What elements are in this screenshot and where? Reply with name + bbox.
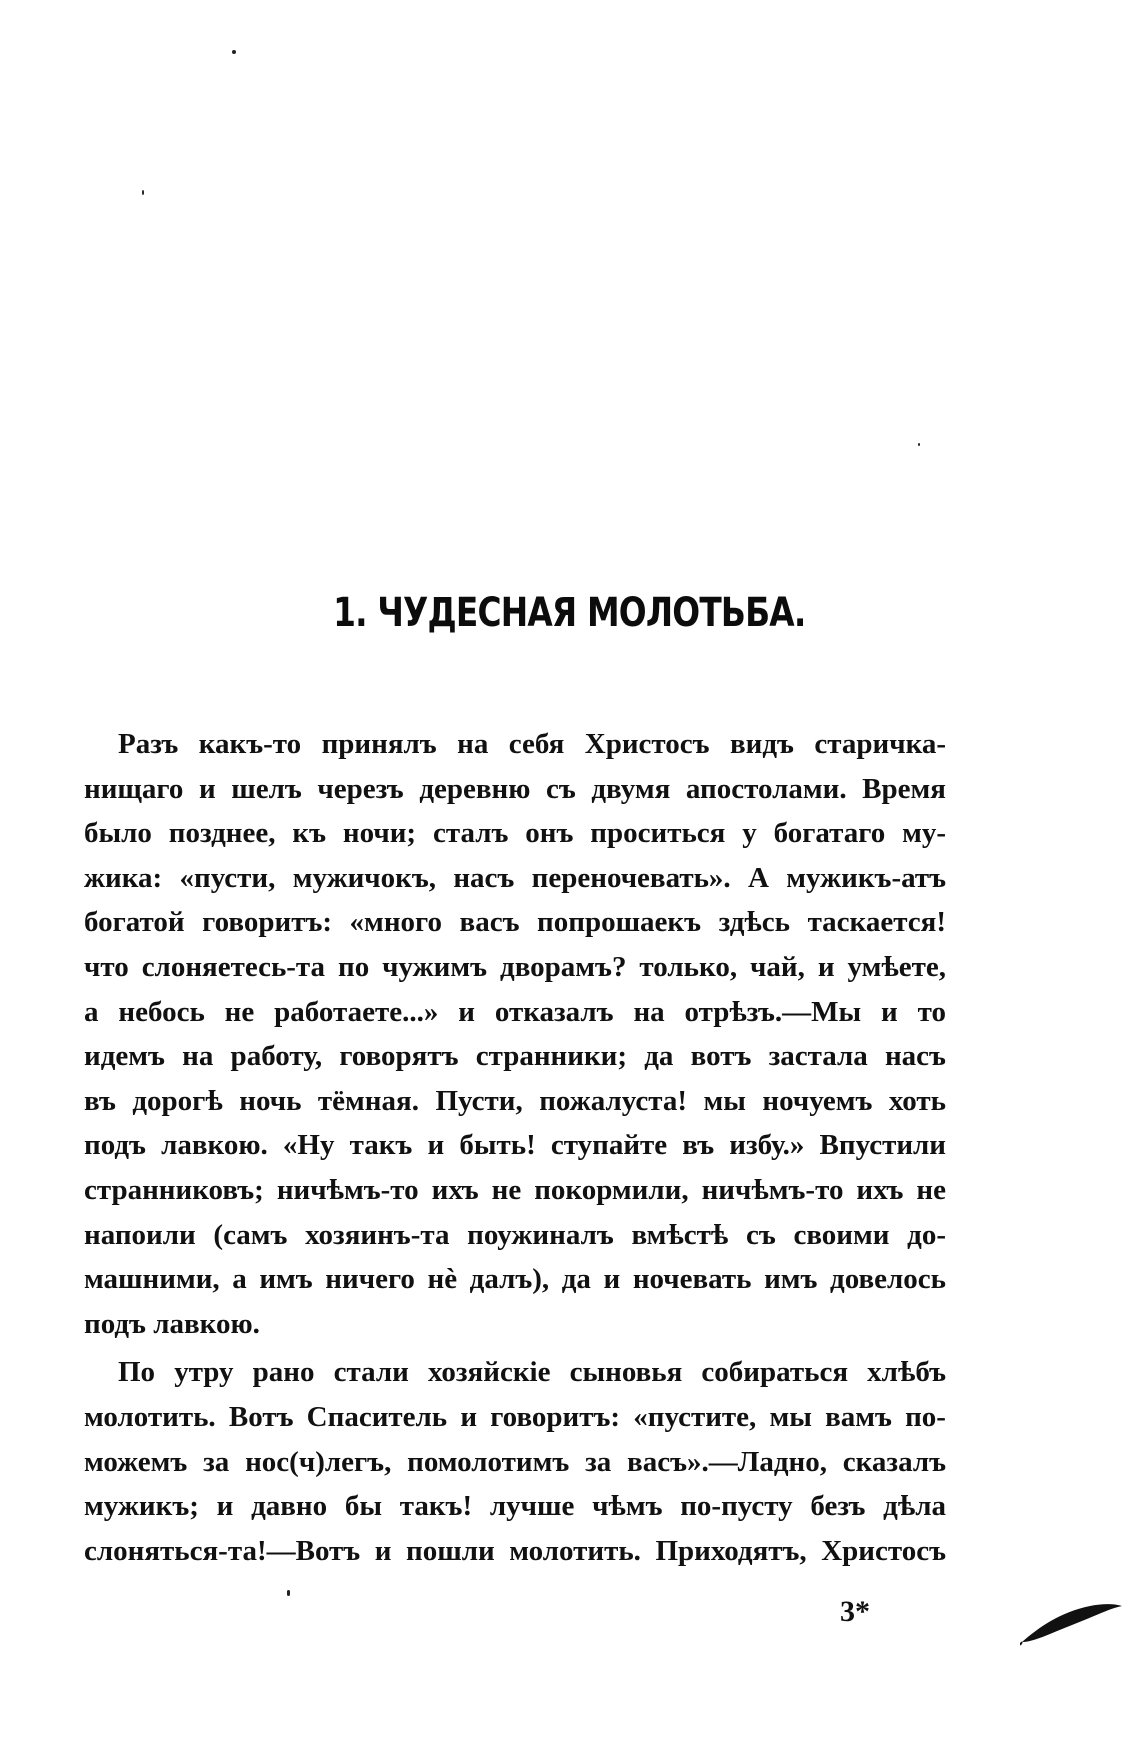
- text-line: мужикъ; и давно бы такъ! лучше чѣмъ по-пусту безъ дѣла: [84, 1490, 947, 1523]
- paragraph: [84, 1350, 946, 1573]
- text-line: слоняться-та!—Вотъ и пошли молотить. Приходятъ, Христосъ: [84, 1534, 947, 1567]
- text-line: подъ лавкою. «Ну такъ и быть! ступайте въ избу.» Впустили: [84, 1129, 947, 1162]
- text-line: По утру рано стали хозяйскіе сыновья собираться хлѣбъ: [118, 1356, 947, 1389]
- text-line: можемъ за нос(ч)легъ, помолотимъ за васъ».—Ладно, сказалъ: [84, 1445, 947, 1478]
- print-speck: [142, 190, 144, 195]
- chapter-title: 1. ЧУДЕСНАЯ МОЛОТЬБА.: [333, 590, 806, 636]
- text-line: молотить. Вотъ Спаситель и говоритъ: «пустите, мы вамъ по-: [84, 1400, 946, 1433]
- text-line: идемъ на работу, говорятъ странники; да вотъ застала насъ: [84, 1040, 946, 1073]
- text-line: подъ лавкою.: [84, 1307, 260, 1340]
- text-line: странниковъ; ничѣмъ-то ихъ не покормили, ничѣмъ-то ихъ не: [84, 1173, 947, 1206]
- text-line: было позднее, къ ночи; сталъ онъ проситься у богатаго му-: [84, 817, 947, 850]
- signature-mark: 3*: [840, 1595, 870, 1628]
- text-line: жика: «пусти, мужичокъ, насъ переночевать». А мужикъ-атъ: [84, 861, 947, 894]
- text-line: что слоняетесь-та по чужимъ дворамъ? только, чай, и умѣете,: [84, 950, 947, 983]
- print-speck: [232, 50, 236, 54]
- print-speck: [918, 443, 920, 446]
- paragraph: [84, 722, 946, 1346]
- text-line: Разъ какъ-то принялъ на себя Христосъ видъ старичка-: [118, 728, 946, 760]
- text-line: нищаго и шелъ черезъ деревню съ двумя апостолами. Время: [84, 772, 946, 805]
- text-line: въ дорогѣ ночь тёмная. Пусти, пожалуста! мы ночуемъ хоть: [84, 1084, 947, 1117]
- print-speck: [287, 1590, 290, 1596]
- text-line: машними, а имъ ничего нѐ далъ), да и ночевать имъ довелось: [84, 1263, 947, 1296]
- text-line: напоили (самъ хозяинъ-та поужиналъ вмѣстѣ съ своими до-: [84, 1218, 946, 1251]
- text-line: богатой говоритъ: «много васъ попрошаекъ здѣсь таскается!: [84, 906, 947, 939]
- quill-mark-icon: [1020, 1598, 1124, 1646]
- body-text: [84, 722, 946, 1573]
- text-line: а небось не работаете...» и отказалъ на отрѣзъ.—Мы и то: [84, 995, 946, 1028]
